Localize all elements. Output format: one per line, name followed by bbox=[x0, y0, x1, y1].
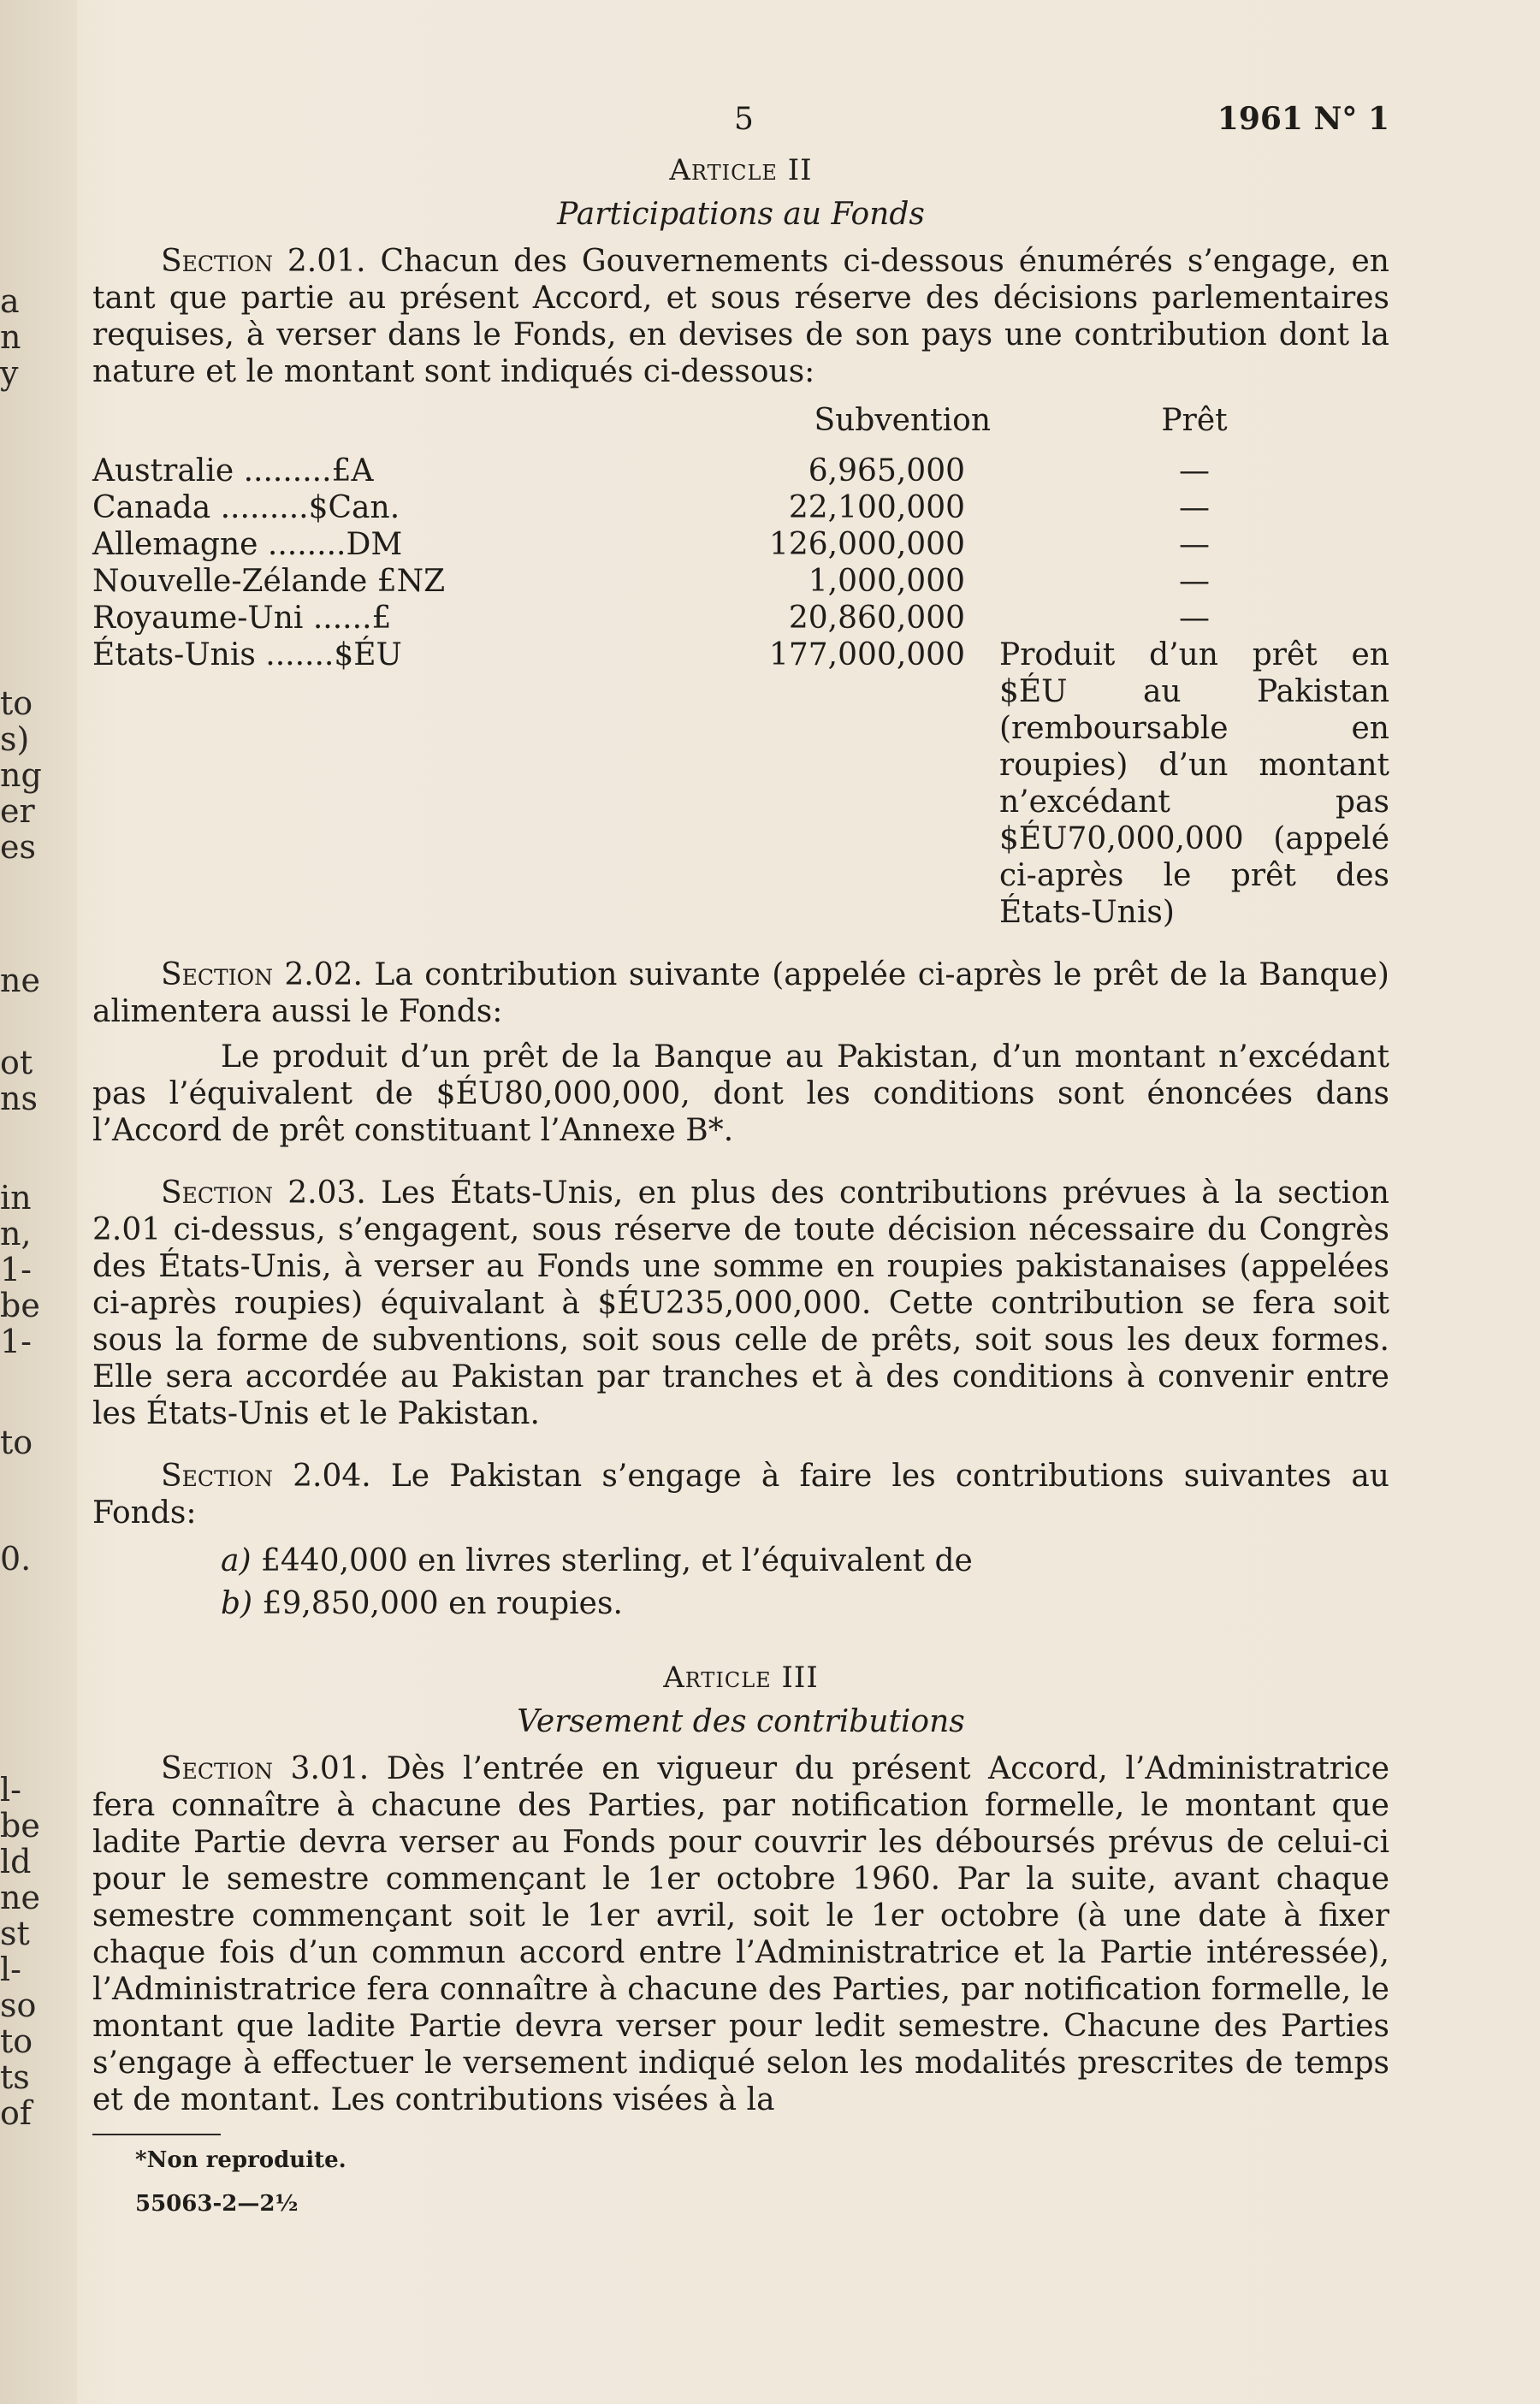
margin-fragment: l- bbox=[0, 1951, 21, 1988]
margin-fragment: to bbox=[0, 2022, 33, 2060]
section-label: Section 2.02. bbox=[161, 957, 363, 992]
margin-fragment: ot bbox=[0, 1044, 33, 1081]
section-text: Les États-Unis, en plus des contributions prévues à la section 2.01 ci-dessus, s’engagent, sous réserve de toute décision nécessaire du Congrès des États-Unis, à verser au Fonds une somme en roupies pakistanaises (appelées ci-après roupies) équivalant à $ÉU235,000,000. Cette contribution se fera soit sous la forme de subventions, soit sous celle de prêts, soit sous les deux formes. Elle sera accordée au Pakistan par tranches et à des conditions à convenir entre les États-Unis et le Pakistan. bbox=[92, 1175, 1389, 1431]
article-iii-title: Article III bbox=[663, 1661, 819, 1695]
pret-cell: — bbox=[1179, 453, 1210, 488]
pret-header: Prêt bbox=[1161, 403, 1228, 438]
margin-fragment: so bbox=[0, 1987, 37, 2024]
subvention-cell: 22,100,000 bbox=[788, 490, 965, 525]
list-item-text: £440,000 en livres sterling, et l’équivalent de bbox=[260, 1543, 973, 1578]
section-2-01 bbox=[92, 243, 1389, 390]
article-iii-subtitle: Versement des contributions bbox=[517, 1704, 965, 1739]
subvention-cell: 126,000,000 bbox=[768, 527, 965, 562]
country-cell: Royaume-Uni ......£ bbox=[92, 601, 392, 636]
margin-fragment: be bbox=[0, 1807, 40, 1844]
margin-fragment: y bbox=[0, 354, 19, 392]
pret-cell: — bbox=[1179, 527, 1210, 562]
table-row bbox=[92, 526, 1389, 563]
pret-cell: — bbox=[1179, 490, 1210, 525]
margin-fragment: ld bbox=[0, 1843, 32, 1880]
page-header bbox=[92, 101, 1389, 152]
margin-fragment: er bbox=[0, 792, 35, 830]
quote-text: Le produit d’un prêt de la Banque au Pakistan, d’un montant n’excédant pas l’équivalent de $ÉU80,000,000, dont les conditions sont énoncées dans l’Accord de prêt constituant l’Annexe B*. bbox=[92, 1039, 1389, 1148]
list-marker: b) bbox=[221, 1586, 253, 1621]
section-text: Dès l’entrée en vigueur du présent Accord, l’Administratrice fera connaître à chacune des Parties, par notification formelle, le montant que ladite Partie devra verser au Fonds pour couvrir les déboursés prévus de celui-ci pour le semestre commençant le 1er octobre 1960. Par la suite, avant chaque semestre commençant soit le 1er avril, soit le 1er octobre (à une date à fixer chaque fois d’un commun accord entre l’Administratrice et la Partie intéressée), l’Administratrice fera connaître à chacune des Parties, par notification formelle, le montant que ladite Partie devra verser pour ledit semestre. Chacune des Parties s’engage à effectuer le versement indiqué selon les modalités prescrites de temps et de montant. Les contributions visées à la bbox=[92, 1751, 1389, 2117]
margin-fragment: ts bbox=[0, 2058, 30, 2096]
pret-cell: — bbox=[1179, 601, 1210, 636]
pret-cell: Produit d’un prêt en $ÉU au Pakistan (remboursable en roupies) d’un montant n’excédant pas $ÉU70,000,000 (appelé ci-après le prêt des États-Unis) bbox=[999, 637, 1389, 930]
table-row bbox=[92, 637, 1389, 931]
section-text: La contribution suivante (appelée ci-après le prêt de la Banque) alimentera aussi le Fonds: bbox=[92, 957, 1389, 1029]
margin-fragment: a bbox=[0, 282, 20, 320]
article-ii-title: Article II bbox=[669, 153, 813, 187]
section-label: Section 2.01. bbox=[161, 244, 366, 279]
section-2-02-quote bbox=[92, 1039, 1389, 1149]
pret-cell: — bbox=[1179, 564, 1210, 599]
table-row bbox=[92, 600, 1389, 637]
margin-fragment: ng bbox=[0, 756, 42, 794]
subvention-header: Subvention bbox=[814, 403, 991, 438]
margin-fragment: 0. bbox=[0, 1540, 32, 1578]
margin-fragment: n bbox=[0, 318, 21, 356]
margin-fragment: s) bbox=[0, 720, 30, 758]
section-text: Le Pakistan s’engage à faire les contributions suivantes au Fonds: bbox=[92, 1459, 1389, 1531]
margin-fragment: l- bbox=[0, 1771, 21, 1809]
country-cell: Canada .........$Can. bbox=[92, 490, 400, 525]
section-label: Section 2.03. bbox=[161, 1175, 366, 1211]
margin-fragment: be bbox=[0, 1287, 40, 1324]
margin-fragment: in bbox=[0, 1179, 32, 1217]
country-cell: Australie .........£A bbox=[92, 453, 374, 488]
subvention-cell: 20,860,000 bbox=[788, 601, 965, 636]
table-row bbox=[92, 489, 1389, 526]
margin-fragment: of bbox=[0, 2094, 32, 2132]
country-cell: Allemagne ........DM bbox=[92, 527, 403, 562]
section-2-04 bbox=[92, 1458, 1389, 1531]
section-text: Chacun des Gouvernements ci-dessous énumérés s’engage, en tant que partie au présent Accord, et sous réserve des décisions parlementaires requises, à verser dans le Fonds, en devises de son pays une contribution dont la nature et le montant sont indiqués ci-dessous: bbox=[92, 244, 1389, 389]
contribution-table bbox=[92, 402, 1389, 931]
section-2-03 bbox=[92, 1175, 1389, 1432]
section-3-01 bbox=[92, 1750, 1389, 2118]
subvention-cell: 177,000,000 bbox=[768, 637, 965, 672]
margin-fragment: to bbox=[0, 1424, 33, 1461]
country-cell: États-Unis .......$ÉU bbox=[92, 637, 402, 672]
margin-fragment: n, bbox=[0, 1215, 32, 1252]
list-item bbox=[221, 1583, 1389, 1625]
section-2-02 bbox=[92, 956, 1389, 1030]
section-label: Section 2.04. bbox=[161, 1459, 371, 1494]
margin-fragment: st bbox=[0, 1915, 30, 1952]
margin-fragment: ne bbox=[0, 1879, 40, 1916]
subvention-cell: 1,000,000 bbox=[808, 564, 965, 599]
document-reference: 1961 N° 1 bbox=[1217, 101, 1389, 137]
table-row bbox=[92, 563, 1389, 600]
list-marker: a) bbox=[221, 1543, 252, 1578]
country-cell: Nouvelle-Zélande £NZ bbox=[92, 564, 446, 599]
list-item bbox=[221, 1540, 1389, 1583]
subvention-cell: 6,965,000 bbox=[808, 453, 965, 488]
page-content bbox=[92, 101, 1389, 2223]
margin-fragment: ns bbox=[0, 1080, 38, 1117]
contribution-list bbox=[92, 1540, 1389, 1625]
margin-fragment: to bbox=[0, 684, 33, 722]
margin-fragment: 1- bbox=[0, 1323, 33, 1360]
footnote: *Non reproduite. bbox=[135, 2147, 346, 2173]
table-row bbox=[92, 453, 1389, 489]
footnote-rule bbox=[92, 2134, 221, 2135]
article-ii-subtitle: Participations au Fonds bbox=[557, 197, 925, 232]
page-number: 5 bbox=[734, 102, 754, 137]
print-code: 55063-2—2½ bbox=[135, 2191, 299, 2217]
margin-fragment: ne bbox=[0, 962, 40, 999]
margin-fragment: 1- bbox=[0, 1251, 33, 1288]
section-label: Section 3.01. bbox=[161, 1751, 370, 1786]
table-header-row bbox=[92, 402, 1389, 453]
margin-fragment: es bbox=[0, 828, 36, 866]
list-item-text: £9,850,000 en roupies. bbox=[262, 1586, 623, 1621]
